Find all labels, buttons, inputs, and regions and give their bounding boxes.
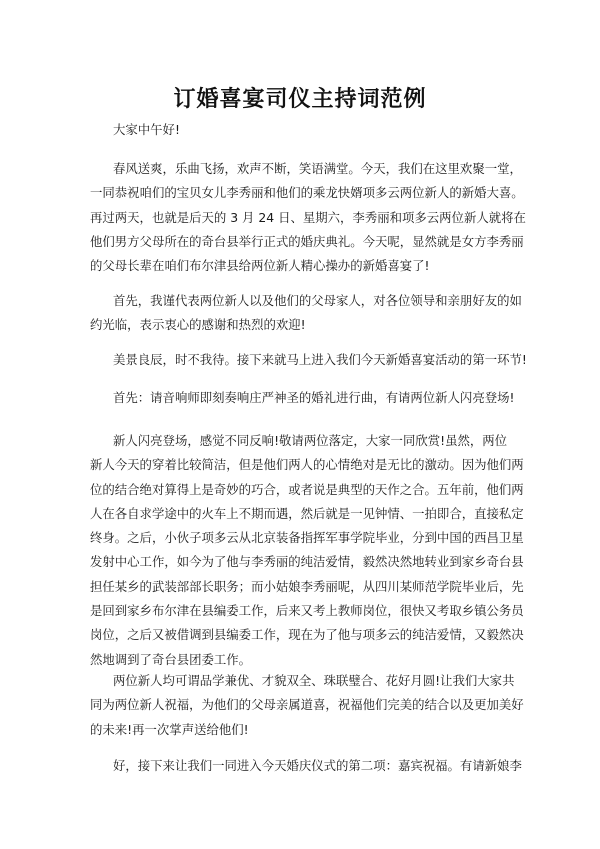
paragraph-blessing bbox=[90, 669, 524, 742]
paragraph-greeting bbox=[90, 118, 180, 142]
text-line: 的未来!再一次掌声送给他们! bbox=[90, 721, 249, 737]
text-line: 两位新人均可谓品学兼优、才貌双全、珠联璧合、花好月圆!让我们大家共 bbox=[113, 673, 515, 688]
text-line: 岗位，之后又被借调到县编委工作，现在为了他与项多云的纯洁爱情，又毅然决 bbox=[90, 627, 524, 643]
paragraph-second-stage bbox=[90, 754, 522, 778]
text-line: 春风送爽，乐曲飞扬，欢声不断，笑语满堂。今天，我们在这里欢聚一堂， bbox=[113, 161, 522, 176]
text-line: 同为两位新人祝福，为他们的父母亲属道喜，祝福他们完美的结合以及更加美好 bbox=[90, 697, 524, 713]
text-line: 终身。之后，小伙子项多云从北京装备指挥军事学院毕业，分到中国的西昌卫星 bbox=[90, 530, 524, 546]
paragraph-welcome bbox=[90, 289, 522, 338]
paragraph-first-stage bbox=[90, 348, 527, 372]
text-line: 大家中午好! bbox=[113, 122, 180, 137]
text-line: 发射中心工作，如今为了他与李秀丽的纯洁爱情，毅然决然地转业到家乡奇台县 bbox=[90, 554, 524, 570]
text-line: 首先，我谨代表两位新人以及他们的父母家人，对各位领导和亲朋好友的如 bbox=[113, 293, 522, 308]
text-line: 位的结合绝对算得上是奇妙的巧合，或者说是典型的天作之合。五年前，他们两 bbox=[90, 481, 524, 497]
text-line: 的父母长辈在咱们布尔津县给两位新人精心操办的新婚喜宴了! bbox=[90, 258, 430, 274]
text-line: 首先：请音响师即刻奏响庄严神圣的婚礼进行曲，有请两位新人闪亮登场! bbox=[113, 390, 515, 405]
text-line: 再过两天，也就是后天的 3 月 24 日、星期六，李秀丽和项多云两位新人就将在 bbox=[90, 209, 526, 225]
text-line: 担任某乡的武装部部长职务；而小姑娘李秀丽呢，从四川某师范学院毕业后，先 bbox=[90, 578, 524, 594]
text-line: 然地调到了奇台县团委工作。 bbox=[90, 651, 252, 667]
paragraph-opening bbox=[90, 157, 526, 278]
text-line: 新人闪亮登场，感觉不同反响!敬请两位落定，大家一同欣赏!虽然，两位 bbox=[113, 433, 508, 448]
text-line: 约光临，表示衷心的感谢和热烈的欢迎! bbox=[90, 317, 306, 333]
text-line: 新人今天的穿着比较简洁，但是他们两人的心情绝对是无比的激动。因为他们两 bbox=[90, 457, 524, 473]
paragraph-couple-story bbox=[90, 429, 524, 672]
text-line: 一同恭祝咱们的宝贝女儿李秀丽和他们的乘龙快婿项多云两位新人的新婚大喜。 bbox=[90, 185, 524, 201]
text-line: 美景良辰，时不我待。接下来就马上进入我们今天新婚喜宴活动的第一环节! bbox=[113, 352, 527, 367]
document-title: 订婚喜宴司仪主持词范例 bbox=[173, 87, 427, 112]
text-line: 人在各自求学途中的火车上不期而遇，然后就是一见钟情、一拍即合，直接私定 bbox=[90, 505, 524, 521]
text-line: 是回到家乡布尔津在县编委工作，后来又考上教师岗位，很快又考取乡镇公务员 bbox=[90, 603, 524, 619]
paragraph-entrance bbox=[90, 386, 514, 410]
text-line: 他们男方父母所在的奇台县举行正式的婚庆典礼。今天呢，显然就是女方李秀丽 bbox=[90, 233, 524, 249]
text-line: 好，接下来让我们一同进入今天婚庆仪式的第二项：嘉宾祝福。有请新娘李 bbox=[113, 758, 522, 773]
